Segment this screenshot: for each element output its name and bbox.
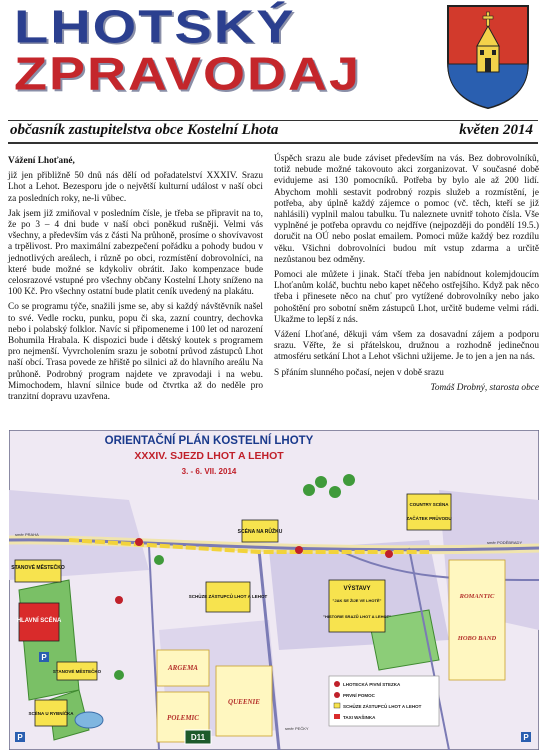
article-paragraph: Úspěch srazu ale bude záviset především na vás. Bez dobrovolníků, totiž nebude možné takovouto akci zorganizovat. V současné době evidujeme asi 130 pomocníků. Potřeba by bylo ale až 200 lidí. Abychom mohli sestavit podrobný rozpis služeb a rozmístění, je potřeba, aby úplně každý zájemce o pomoc (vč. těch, kteří se již nahlásili) vyplnil malou tabulku. Tu naleznete uvnitř tohoto čísla. Vše vyplněné je potřeba opravdu co nejdříve (nejpozději do pondělí 19.5.) doručit na OÚ nebo poslat emailem. Pomoci může každý bez rozdílu věku. Všichni dobrovolníci budou mít vstup zdarma a určitě nezůstanou bez odměny. xyxy=(274,154,539,265)
map-subtitle: XXXIV. SJEZD LHOT A LEHOT xyxy=(134,450,284,462)
map-label-main-stage: HLAVNÍ SCÉNA xyxy=(16,618,62,624)
masthead-title-line2: ZPRAVODAJ xyxy=(14,48,362,100)
subtitle-rule-bottom xyxy=(8,142,538,144)
article-signature: Tomáš Drobný, starosta obce xyxy=(430,382,539,393)
map-label-scene-square: SCÉNA NA RŮŽKU xyxy=(237,529,283,535)
subtitle-rule-top xyxy=(8,120,538,121)
masthead-title-line1: LHOTSKÝ xyxy=(14,0,296,53)
map-title: ORIENTAČNÍ PLÁN KOSTELNÍ LHOTY xyxy=(104,435,314,447)
article-greeting: Vážení Lhoťané, xyxy=(8,156,75,166)
article-paragraph: Co se programu týče, snažili jsme se, aby si každý návštěvník našel to své. Vedle rocku, punku, popu či ska, zazní country, dechovka nebo i polabský folklor. Navíc si připomeneme i 100 let od narození Bohumila Hrabala. K dispozici bude i dětský koutek s programem pro nejmenší. Vyvrcholením srazu je sobotní průvod zástupců Lhot naší obcí. Trasa povede ze hřiště po silnici až do hlavního areálu Na průhoně. Podrobný program najdete ve zpravodaji i na webu. Mimochodem, hlavní silnice bude od čtvrtka až do neděle pro tranzitní dopravu uzavřena. xyxy=(8,302,263,403)
map-label-meeting: SCHŮZE ZÁSTUPCŮ LHOT A LEHOT xyxy=(188,594,268,599)
map-legend-taxi: TAXI WAŠINKA xyxy=(343,715,376,720)
map-legend-meeting: SCHŮZE ZÁSTUPCŮ LHOT A LEHOT xyxy=(343,704,422,709)
map-box-polemic: POLEMIC xyxy=(167,714,199,722)
map-box-queenie: QUEENIE xyxy=(228,698,260,706)
map-label-stage-town: STANOVÉ MĚSTEČKO xyxy=(11,565,65,571)
map-direction-praha: směr PRAHA xyxy=(15,532,39,537)
masthead-subtitle: občasník zastupitelstva obce Kostelní Lhota xyxy=(10,122,279,138)
map-legend-beer-trail: LHOTECKÁ PIVNÍ STEZKA xyxy=(343,682,401,687)
svg-text:P: P xyxy=(523,733,529,742)
map-label-start-parade: ZAČÁTEK PRŮVODU xyxy=(406,516,452,521)
article-right-column xyxy=(274,154,539,398)
svg-text:P: P xyxy=(41,653,47,662)
map-label-exhibit-2: "HISTORIE SRAZŮ LHOT A LEHOT" xyxy=(323,614,391,619)
article-paragraph: Jak jsem již zmiňoval v posledním čísle, je třeba se připravit na to, že po 3 – 4 dni bude v naší obci poněkud rušněji. Velmi vás všechny, a především vás z části Na průhoně, prosíme o shovívavost a trpělivost. Pro maximální zabezpečení pořádku a pohody budou v jednotlivých areálech, i různě po obci, rozmístění dobrovolníci, na které bude možné se kdykoliv obrátit. Jako kompenzace bude celosrazové vstupné pro všechny občany Kostelní Lhoty sníženo na 100 Kč. Pro všechny ostatní bude platit ceník uvedený na plakátu. xyxy=(8,208,263,298)
map-label-exhibit-1: "JAK SE ŽIJE VE LHOTĚ" xyxy=(332,598,382,603)
map-dates: 3. - 6. VII. 2014 xyxy=(181,467,237,476)
map-box-argema: ARGEMA xyxy=(168,664,198,672)
article-paragraph: S přáním slunného počasí, nejen v době srazu xyxy=(274,367,444,378)
map-box-romantic: ROMANTIC xyxy=(459,593,495,600)
orientation-map xyxy=(9,430,539,750)
map-label-exhibitions: VÝSTAVY xyxy=(343,586,371,592)
article-paragraph: Vážení Lhoťané, děkuji vám všem za dosavadní zájem a podporu srazu. Věřte, že si přátelskou, družnou a rozhodně jedinečnou atmosféru setkání Lhot a Lehot všichni užijeme. Je to jen a jen na nás. xyxy=(274,330,539,363)
map-legend-first-aid: PRVNÍ POMOC xyxy=(343,693,375,698)
issue-date: květen 2014 xyxy=(459,122,533,138)
map-label-country-scene: COUNTRY SCÉNA xyxy=(409,502,449,507)
map-box-hobo: HOBO BAND xyxy=(457,635,497,642)
svg-text:P: P xyxy=(17,733,23,742)
map-direction-pecky: směr PEČKY xyxy=(285,726,309,731)
map-direction-podebrady: směr PODĚBRADY xyxy=(487,540,523,545)
village-crest-icon xyxy=(444,2,532,112)
article-paragraph: Pomoci ale můžete i jinak. Stačí třeba jen nabídnout kolemjdoucím Lhoťanům koláč, buchtu nebo kapet něčeho ostřejšího. Když pak něco třeba i přinesete něco na chuť pro vytížené dobrovolníky nebo jako pohoštění pro sobotní sněm zástupců Lhot, určitě budeme velmi rádi. Ukažme to lepší z nás. xyxy=(274,270,539,325)
article-left-column xyxy=(8,156,263,407)
article-paragraph: již jen přibližně 50 dnů nás dělí od pořadatelství XXXIV. Srazu Lhot a Lehot. Bezesporu jde o největší kulturní událost v naší obci za posledních roky, ne-li vůbec. xyxy=(8,171,263,204)
map-label-stage-town-2: STANOVÉ MĚSTEČKO xyxy=(52,669,102,674)
map-label-pond-stage: SCÉNA U RYBNÍČKA xyxy=(28,711,74,716)
map-road-d11: D11 xyxy=(190,733,206,742)
